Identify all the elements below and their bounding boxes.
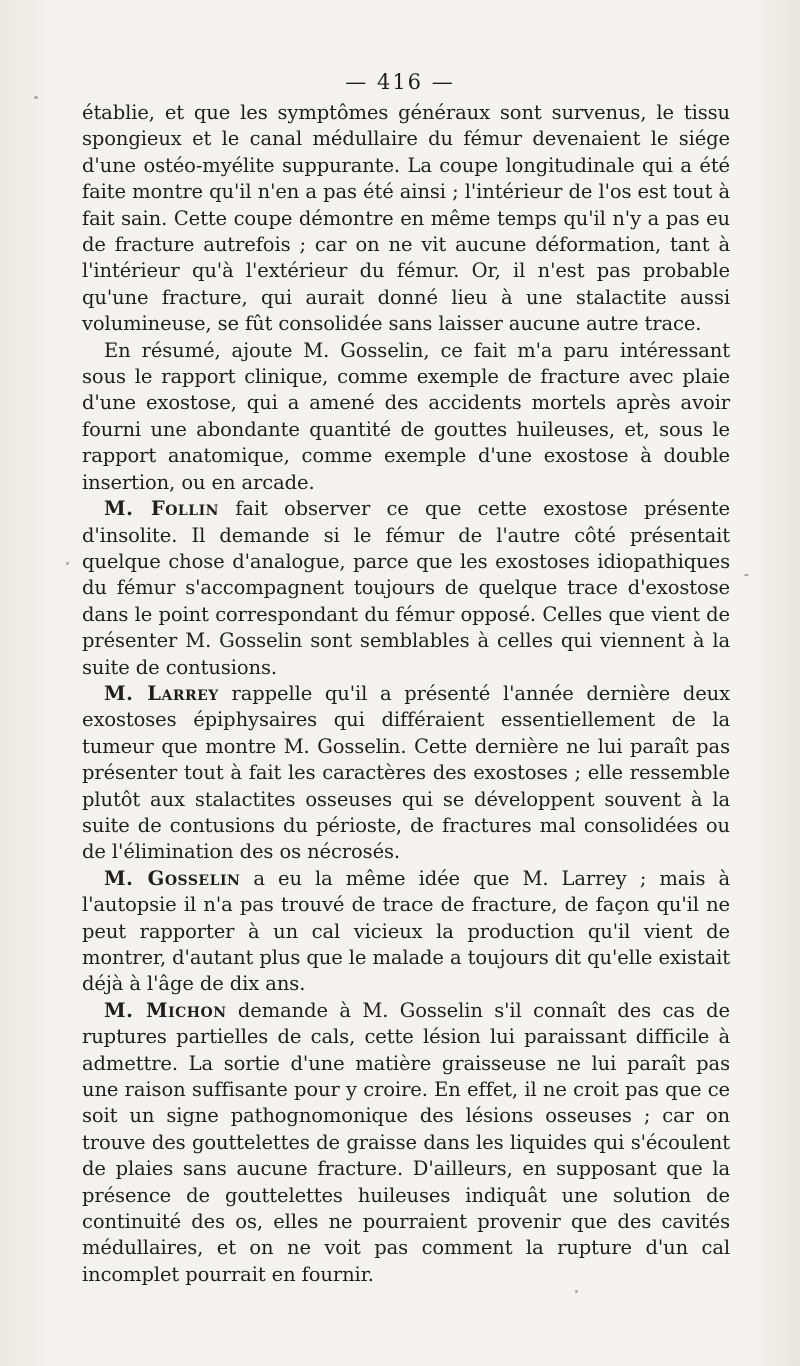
scan-speck [34, 96, 38, 99]
speaker-name: M. Gosselin [104, 866, 241, 890]
speaker-name: M. Michon [104, 998, 227, 1022]
paragraph-text: demande à M. Gosselin s'il connaît des cas de ruptures partielles de cals, cette lésion lui paraissant difficile à admettre. La sortie d'une matière graisseuse ne lui paraît pas une raison suffisante pour y croire. En effet, il ne croit pas que ce soit un signe pathognomonique des lésions osseuses ; car on trouve des gouttelettes de graisse dans les liquides qui s'écoulent de plaies sans aucune fracture. D'ailleurs, en supposant que la présence de gouttelettes huileuses indiquât une solution de continuité des os, elles ne pourraient provenir que des cavités médullaires, et on ne voit pas comment la rupture d'un cal incomplet pourrait en fournir. [82, 998, 730, 1286]
paragraph-1: établie, et que les symptômes généraux sont survenus, le tissu spongieux et le canal médullaire du fémur devenaient le siége d'une ostéo-myélite suppurante. La coupe longitudinale qui a été faite montre qu'il n'en a pas été ainsi ; l'intérieur de l'os est tout à fait sain. Cette coupe démontre en même temps qu'il n'y a pas eu de fracture autrefois ; car on ne vit aucune déformation, tant à l'intérieur qu'à l'extérieur du fémur. Or, il n'est pas probable qu'une fracture, qui aurait donné lieu à une stalactite aussi volumineuse, se fût consolidée sans laisser aucune autre trace. [82, 101, 730, 336]
paragraph-text: fait observer ce que cette exostose présente d'insolite. Il demande si le fémur de l'autre côté présentait quelque chose d'analogue, parce que les exostoses idiopathiques du fémur s'accompagnent toujours de quelque trace d'exostose dans le point correspondant du fémur opposé. Celles que vient de présenter M. Gosselin sont semblables à celles qui viennent à la suite de contusions. [82, 497, 730, 679]
speaker-name: M. Larrey [104, 681, 219, 705]
scan-speck [66, 562, 69, 565]
paragraph-text: a eu la même idée que M. Larrey ; mais à l'autopsie il n'a pas trouvé de trace de fracture, de façon qu'il ne peut rapporter à un cal vicieux la production qu'il vient de montrer, d'autant plus que le malade a toujours dit qu'elle existait déjà à l'âge de dix ans. [82, 866, 730, 996]
paragraph-michon [82, 998, 730, 1288]
page-number: — 416 — [345, 70, 455, 94]
scan-speck [575, 1290, 578, 1293]
paragraph-gosselin [82, 866, 730, 998]
paragraph-text: rappelle qu'il a présenté l'année dernière deux exostoses épiphysaires qui différaient essentiellement de la tumeur que montre M. Gosselin. Cette dernière ne lui paraît pas présenter tout à fait les caractères des exostoses ; elle ressemble plutôt aux stalactites osseuses qui se développent souvent à la suite de contusions du périoste, de fractures mal consolidées ou de l'élimination des os nécrosés. [82, 681, 730, 864]
body-text [82, 100, 730, 1288]
paragraph-2: En résumé, ajoute M. Gosselin, ce fait m'a paru intéressant sous le rapport clinique, comme exemple de fracture avec plaie d'une exostose, qui a amené des accidents mortels après avoir fourni une abondante quantité de gouttes huileuses, et, sous le rapport anatomique, comme exemple d'une exostose à double insertion, ou en arcade. [82, 338, 730, 494]
paragraph-larrey [82, 681, 730, 866]
speaker-name: M. Follin [104, 497, 219, 521]
paragraph-follin [82, 496, 730, 681]
scan-speck [744, 574, 749, 576]
